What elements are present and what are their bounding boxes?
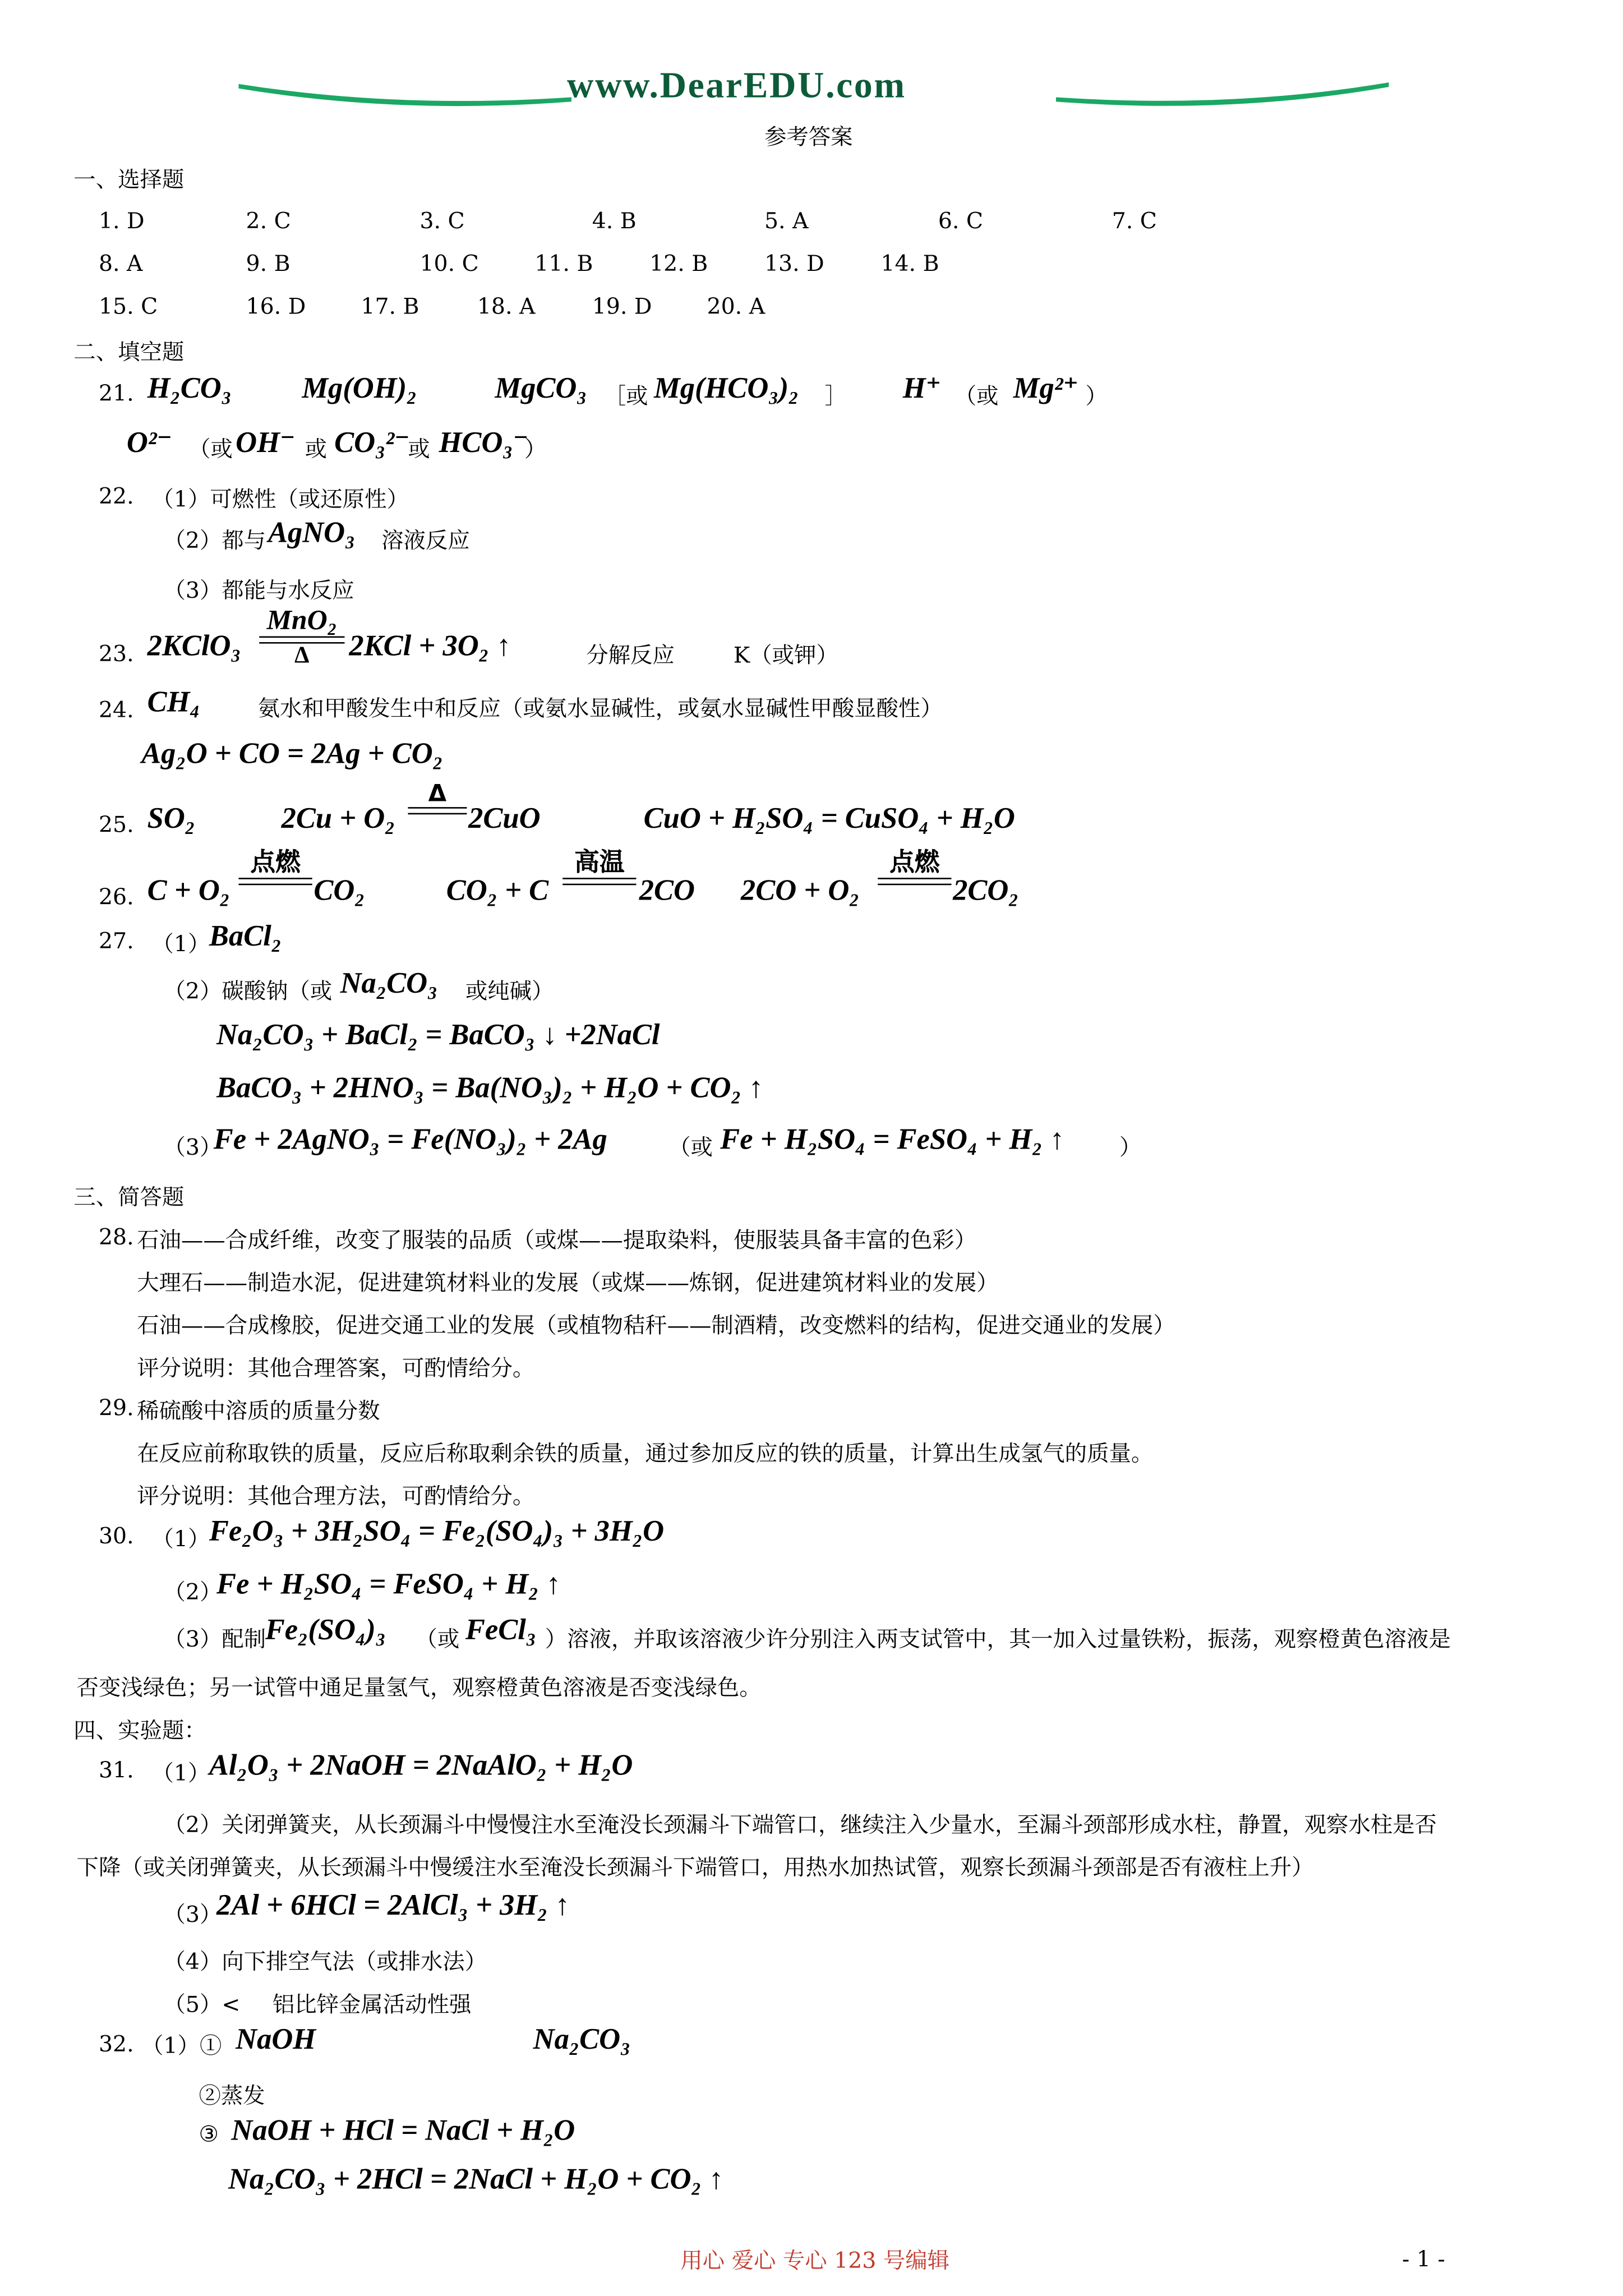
text: （5）< — [163, 1991, 241, 2018]
formula: O²⁻ — [126, 427, 173, 460]
formula: AgNO₃ — [268, 517, 356, 550]
answer-item: 18. A — [477, 293, 536, 320]
text: 氨水和甲酸发生中和反应（或氨水显碱性，或氨水显碱性甲酸显酸性） — [257, 695, 943, 722]
text: 大理石——制造水泥，促进建筑材料业的发展（或煤——炼钢，促进建筑材料业的发展） — [137, 1269, 999, 1296]
formula: H₂CO₃ — [147, 372, 232, 405]
text: （2）碳酸钠（或 — [163, 978, 333, 1005]
section-heading-fill: 二、填空题 — [73, 339, 185, 366]
formula: MgCO₃ — [495, 372, 587, 405]
text: （或 — [188, 436, 233, 463]
text: （3） — [163, 1901, 222, 1928]
formula: Na₂CO₃ — [533, 2023, 631, 2057]
text: （3） — [163, 1134, 222, 1161]
formula: BaCl₂ — [209, 920, 282, 953]
formula: OH⁻ — [236, 427, 296, 460]
question-number: 32. — [98, 2031, 134, 2058]
answer-item: 12. B — [649, 250, 708, 277]
formula: 2CO + O₂ — [740, 874, 860, 907]
text: 石油——合成纤维，改变了服装的品质（或煤——提取染料，使服装具备丰富的色彩） — [137, 1227, 977, 1253]
formula: 2KCl + 3O₂ ↑ — [349, 630, 511, 663]
question-number: 21. — [98, 380, 134, 407]
text: ） — [1085, 382, 1108, 410]
formula: NaOH + HCl = NaCl + H₂O — [231, 2115, 575, 2147]
text: ②蒸发 — [199, 2082, 265, 2109]
text: ［或 — [603, 382, 648, 410]
formula: 2CO — [639, 874, 695, 907]
text: （1） — [151, 1525, 210, 1552]
formula: Na₂CO₃ + 2HCl = 2NaCl + H₂O + CO₂ ↑ — [228, 2163, 724, 2196]
reaction-condition: Δ — [408, 782, 467, 820]
text: 评分说明：其他合理方法，可酌情给分。 — [137, 1483, 535, 1510]
text: 评分说明：其他合理答案，可酌情给分。 — [137, 1355, 535, 1382]
text: 否变浅绿色；另一试管中通足量氢气，观察橙黄色溶液是否变浅绿色。 — [76, 1674, 762, 1702]
answer-item: 9. B — [246, 250, 291, 277]
formula: Fe + 2AgNO₃ = Fe(NO₃)₂ + 2Ag — [213, 1123, 607, 1156]
formula: 2Al + 6HCl = 2AlCl₃ + 3H₂ ↑ — [216, 1889, 570, 1922]
question-number: 24. — [98, 697, 134, 723]
footer-text: 用心 爱心 专心 123 号编辑 — [680, 2247, 950, 2274]
page-number: - 1 - — [1402, 2246, 1445, 2273]
reaction-condition: 高温 — [562, 851, 636, 891]
question-number: 28. — [98, 1224, 134, 1251]
formula: Fe₂(SO₄)₃ — [265, 1614, 386, 1647]
formula: CO₂ + C — [446, 874, 549, 907]
text: ）溶液，并取该溶液少许分别注入两支试管中，其一加入过量铁粉，振荡，观察橙黄色溶液是 — [545, 1626, 1451, 1653]
formula: 2CuO — [468, 803, 541, 835]
section-heading-short-answer: 三、简答题 — [73, 1184, 185, 1211]
text: （3）都能与水反应 — [163, 577, 354, 604]
formula: Mg²⁺ — [1013, 372, 1079, 405]
text: （4）向下排空气法（或排水法） — [163, 1948, 487, 1975]
text: ③ — [199, 2120, 219, 2147]
section-heading-choice: 一、选择题 — [73, 166, 185, 193]
answer-item: 19. D — [592, 293, 652, 320]
answer-item: 14. B — [880, 250, 939, 277]
formula: Al₂O₃ + 2NaOH = 2NaAlO₂ + H₂O — [209, 1749, 633, 1782]
question-number: 25. — [98, 811, 134, 838]
question-number: 30. — [98, 1523, 134, 1550]
formula: Ag₂O + CO = 2Ag + CO₂ — [141, 737, 444, 771]
text: （或 — [668, 1134, 713, 1161]
question-number: 27. — [98, 928, 134, 955]
formula: 2Cu + O₂ — [281, 803, 395, 835]
answer-item: 17. B — [361, 293, 419, 320]
answer-item: 4. B — [592, 208, 637, 234]
answer-item: 15. C — [98, 293, 158, 320]
formula: FeCl₃ — [465, 1614, 537, 1647]
text: （1） — [151, 930, 210, 957]
formula: Na₂CO₃ — [340, 967, 438, 1001]
answer-item: 16. D — [246, 293, 306, 320]
answer-item: 20. A — [707, 293, 766, 320]
section-heading-experiment: 四、实验题： — [73, 1717, 206, 1744]
formula: H⁺ — [902, 372, 942, 405]
formula: 2KClO₃ — [147, 630, 241, 663]
question-number: 31. — [98, 1756, 134, 1784]
answer-item: 2. C — [246, 208, 291, 234]
header-left-swoosh — [236, 77, 574, 109]
formula: C + O₂ — [147, 874, 230, 907]
formula: SO₂ — [147, 803, 196, 835]
formula: NaOH — [236, 2023, 316, 2057]
formula: 2CO₂ — [953, 874, 1019, 907]
text: 分解反应 — [586, 642, 675, 669]
formula: Mg(HCO₃)₂ — [653, 372, 799, 405]
text: ］ — [824, 382, 847, 410]
formula: Na₂CO₃ + BaCl₂ = BaCO₃ ↓ +2NaCl — [216, 1019, 660, 1052]
answer-item: 3. C — [419, 208, 465, 234]
question-number: 26. — [98, 883, 134, 910]
text: 下降（或关闭弹簧夹，从长颈漏斗中慢缓注水至淹没长颈漏斗下端管口，用热水加热试管，观察长颈漏斗颈部是否有液柱上升） — [76, 1854, 1314, 1881]
formula: Mg(OH)₂ — [302, 372, 417, 405]
text: （2）都与 — [163, 527, 266, 554]
answer-item: 11. B — [534, 250, 593, 277]
question-number: 29. — [98, 1394, 134, 1422]
answer-item: 7. C — [1112, 208, 1157, 234]
text: 铝比锌金属活动性强 — [272, 1991, 472, 2018]
text: 或 — [408, 436, 430, 463]
formula: CH₄ — [147, 686, 200, 719]
formula: HCO₃⁻ — [439, 427, 529, 460]
answer-item: 13. D — [764, 250, 824, 277]
text: 稀硫酸中溶质的质量分数 — [137, 1398, 380, 1424]
text: （2）关闭弹簧夹，从长颈漏斗中慢慢注水至淹没长颈漏斗下端管口，继续注入少量水，至漏斗颈部形成水柱，静置，观察水柱是否 — [163, 1811, 1437, 1838]
reaction-condition: 点燃 — [878, 851, 951, 891]
text: （1）① — [141, 2032, 222, 2059]
formula: Fe + H₂SO₄ = FeSO₄ + H₂ ↑ — [216, 1568, 561, 1601]
answer-item: 8. A — [98, 250, 143, 277]
formula: Fe + H₂SO₄ = FeSO₄ + H₂ ↑ — [720, 1123, 1065, 1156]
formula: CO₂ — [313, 874, 365, 907]
answer-item: 5. A — [764, 208, 809, 234]
header-right-swoosh — [1053, 77, 1392, 109]
text: （1）可燃性（或还原性） — [151, 486, 409, 513]
reaction-condition: 点燃 — [238, 851, 312, 891]
text: 石油——合成橡胶，促进交通工业的发展（或植物秸秆——制酒精，改变燃料的结构，促进交通业的发展） — [137, 1312, 1175, 1339]
text: （2） — [163, 1579, 222, 1606]
formula: BaCO₃ + 2HNO₃ = Ba(NO₃)₂ + H₂O + CO₂ ↑ — [216, 1072, 764, 1105]
answer-item: 1. D — [98, 208, 145, 234]
text: 溶液反应 — [381, 527, 470, 554]
formula: Fe₂O₃ + 3H₂SO₄ = Fe₂(SO₄)₃ + 3H₂O — [209, 1515, 665, 1548]
text: （3）配制 — [163, 1626, 266, 1653]
reaction-condition: MnO₂ Δ — [259, 607, 344, 668]
question-number: 23. — [98, 640, 134, 667]
text: 或纯碱） — [465, 978, 554, 1005]
text: （1） — [151, 1760, 210, 1787]
text: 在反应前称取铁的质量，反应后称取剩余铁的质量，通过参加反应的铁的质量，计算出生成氢气的质量。 — [137, 1440, 1154, 1467]
text: 或 — [305, 436, 328, 463]
text: ） — [524, 436, 547, 463]
formula: CO₃²⁻ — [334, 427, 410, 460]
text: （或 — [954, 382, 999, 410]
answer-item: 10. C — [419, 250, 479, 277]
answer-item: 6. C — [938, 208, 984, 234]
question-number: 22. — [98, 483, 134, 510]
page-title: 参考答案 — [764, 123, 853, 150]
text: （或 — [415, 1626, 460, 1653]
site-logo: www.DearEDU.com — [567, 66, 906, 107]
formula: CuO + H₂SO₄ = CuSO₄ + H₂O — [643, 803, 1015, 835]
text: K（或钾） — [733, 642, 838, 669]
text: ） — [1119, 1134, 1142, 1161]
